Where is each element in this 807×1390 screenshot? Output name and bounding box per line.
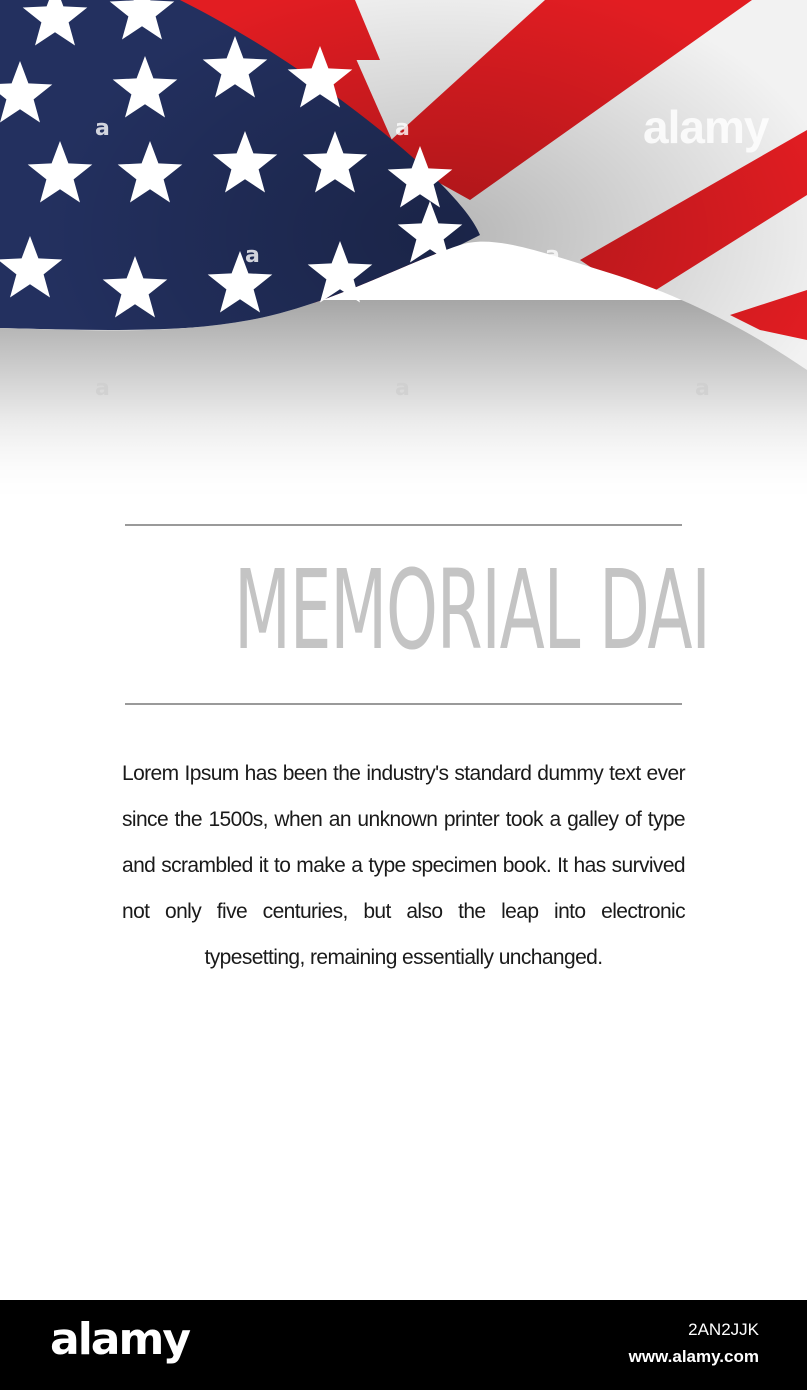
title-rule-bottom xyxy=(125,703,682,705)
banner-title: MEMORIAL DAI xyxy=(234,546,710,674)
watermark-logo-text: alamy xyxy=(643,101,769,153)
svg-text:a: a xyxy=(95,116,110,141)
svg-text:a: a xyxy=(395,376,410,401)
shadow-fade xyxy=(0,420,807,520)
watermark-bar xyxy=(0,1300,807,1390)
svg-text:a: a xyxy=(395,116,410,141)
svg-text:a: a xyxy=(545,243,560,268)
image-id: 2AN2JJK xyxy=(688,1320,759,1339)
alamy-watermark xyxy=(643,100,768,154)
american-flag-image xyxy=(0,0,807,520)
svg-text:a: a xyxy=(95,376,110,401)
svg-text:a: a xyxy=(245,243,260,268)
svg-text:a: a xyxy=(695,376,710,401)
title-rule-top xyxy=(125,524,682,526)
alamy-logo: alamy xyxy=(50,1314,189,1365)
site-url: www.alamy.com xyxy=(628,1347,759,1366)
banner-body-text: Lorem Ipsum has been the industry's standard dummy text ever since the 1500s, when an unknown printer took a galley of type and scrambled it to make a type specimen book. It has survived not only five centuries, but also the leap into electronic typesetting, remaining essentially unchanged. xyxy=(122,762,685,969)
